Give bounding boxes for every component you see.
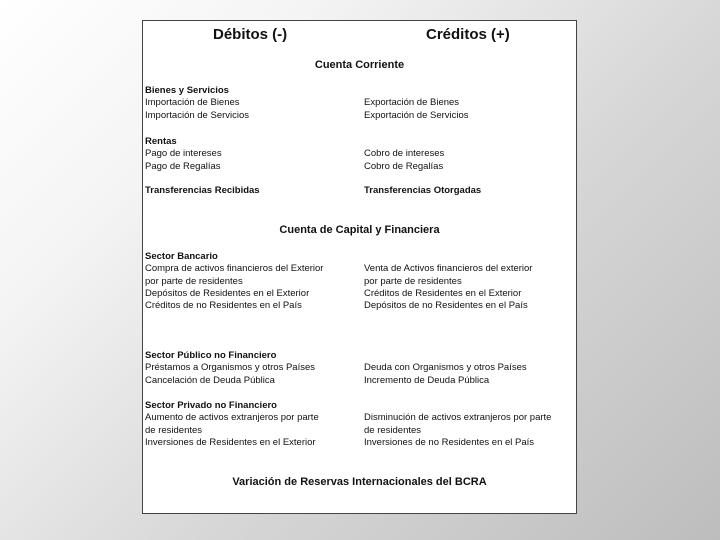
debit-item: Aumento de activos extranjeros por parte — [145, 412, 319, 424]
banking-credits — [364, 263, 532, 312]
banking-heading: Sector Bancario — [145, 251, 218, 262]
credit-item: Incremento de Deuda Pública — [364, 374, 490, 386]
debit-item: Inversiones de Residentes en el Exterior — [145, 436, 316, 448]
goods-services-credits — [364, 97, 469, 122]
credit-item: de residentes — [364, 424, 422, 436]
credit-item: Cobro de intereses — [364, 148, 445, 160]
transfers-received: Transferencias Recibidas — [145, 185, 260, 196]
reserves-title: Variación de Reservas Internacionales del BCRA — [232, 476, 487, 488]
debit-item: Pago de intereses — [145, 148, 222, 160]
capital-account-title: Cuenta de Capital y Financiera — [279, 224, 440, 236]
debit-item: Préstamos a Organismos y otros Países — [145, 362, 316, 374]
credit-item: Deuda con Organismos y otros Países — [364, 362, 527, 374]
public-section — [145, 350, 315, 387]
private-section — [145, 400, 319, 449]
income-credits — [364, 148, 444, 173]
debit-item: Compra de activos financieros del Exterior — [145, 263, 324, 275]
public-heading: Sector Público no Financiero — [145, 350, 277, 361]
debit-item: Importación de Servicios — [145, 109, 250, 121]
goods-services-heading: Bienes y Servicios — [145, 85, 229, 96]
debit-item: de residentes — [145, 424, 203, 436]
transfers-granted: Transferencias Otorgadas — [364, 185, 482, 196]
debit-item: Cancelación de Deuda Pública — [145, 374, 275, 386]
banking-section — [145, 251, 323, 312]
public-credits — [364, 362, 527, 387]
credits-header: Créditos (+) — [426, 26, 510, 43]
credit-item: Exportación de Bienes — [364, 97, 460, 109]
current-account-title: Cuenta Corriente — [314, 59, 405, 71]
credit-item: Venta de Activos financieros del exterior — [364, 263, 533, 275]
goods-services-section — [145, 85, 249, 122]
private-heading: Sector Privado no Financiero — [145, 400, 277, 411]
debit-item: Depósitos de Residentes en el Exterior — [145, 287, 310, 299]
credit-item: por parte de residentes — [364, 275, 462, 287]
credit-item: Inversiones de no Residentes en el País — [364, 436, 535, 448]
credit-item: Exportación de Servicios — [364, 109, 469, 121]
debit-item: Créditos de no Residentes en el País — [145, 300, 302, 312]
credit-item: Cobro de Regalías — [364, 160, 444, 172]
income-section — [145, 136, 222, 173]
credit-item: Disminución de activos extranjeros por parte — [364, 412, 552, 424]
debit-item: por parte de residentes — [145, 275, 243, 287]
credit-item: Depósitos de no Residentes en el País — [364, 300, 528, 312]
debit-item: Importación de Bienes — [145, 97, 240, 109]
balance-of-payments-sheet — [142, 20, 577, 514]
income-heading: Rentas — [145, 136, 177, 147]
debits-header: Débitos (-) — [213, 26, 288, 43]
debit-item: Pago de Regalías — [145, 160, 221, 172]
credit-item: Créditos de Residentes en el Exterior — [364, 287, 522, 299]
private-credits — [364, 412, 551, 449]
